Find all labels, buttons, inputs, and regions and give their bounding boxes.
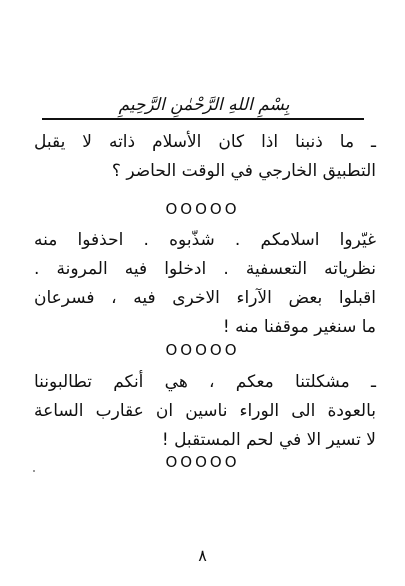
paragraph-2-line-4: ما سنغير موقفنا منه ! [222,317,376,337]
separator-3: OOOOO [165,453,240,471]
paragraph-3-line-2: بالعودة الى الوراء ناسين ان عقارب الساعة [34,401,376,421]
paragraph-2 [34,226,376,342]
paragraph-3 [34,368,376,455]
paragraph-2-line-3: اقبلوا بعض الآراء الاخرى فيه ، فسرعان [34,288,376,308]
paper-speck [33,470,35,472]
paragraph-2-line-2: نظرياته التعسفية . ادخلوا فيه المرونة . [34,259,376,279]
paragraph-1-line-1: ـ ما ذنبنا اذا كان الأسلام ذاته لا يقبل [34,132,376,152]
separator-2: OOOOO [165,341,240,359]
paragraph-3-line-1: ـ مشكلتنا معكم ، هي أنكم تطالبوننا [34,372,376,392]
paragraph-3-line-3: لا تسير الا في لحم المستقبل ! [161,430,376,450]
page-number: ٨ [198,546,207,565]
paragraph-1 [34,128,376,186]
paragraph-2-line-1: غيّروا اسلامكم . شذّبوه . احذفوا منه [34,230,376,250]
basmala-underline [42,118,364,120]
basmala-heading: بِسْمِ اللهِ الرَّحْمٰنِ الرَّحِيمِ [118,95,290,115]
separator-1: OOOOO [165,200,240,218]
paragraph-1-line-2: التطبيق الخارجي في الوقت الحاضر ؟ [111,161,376,181]
